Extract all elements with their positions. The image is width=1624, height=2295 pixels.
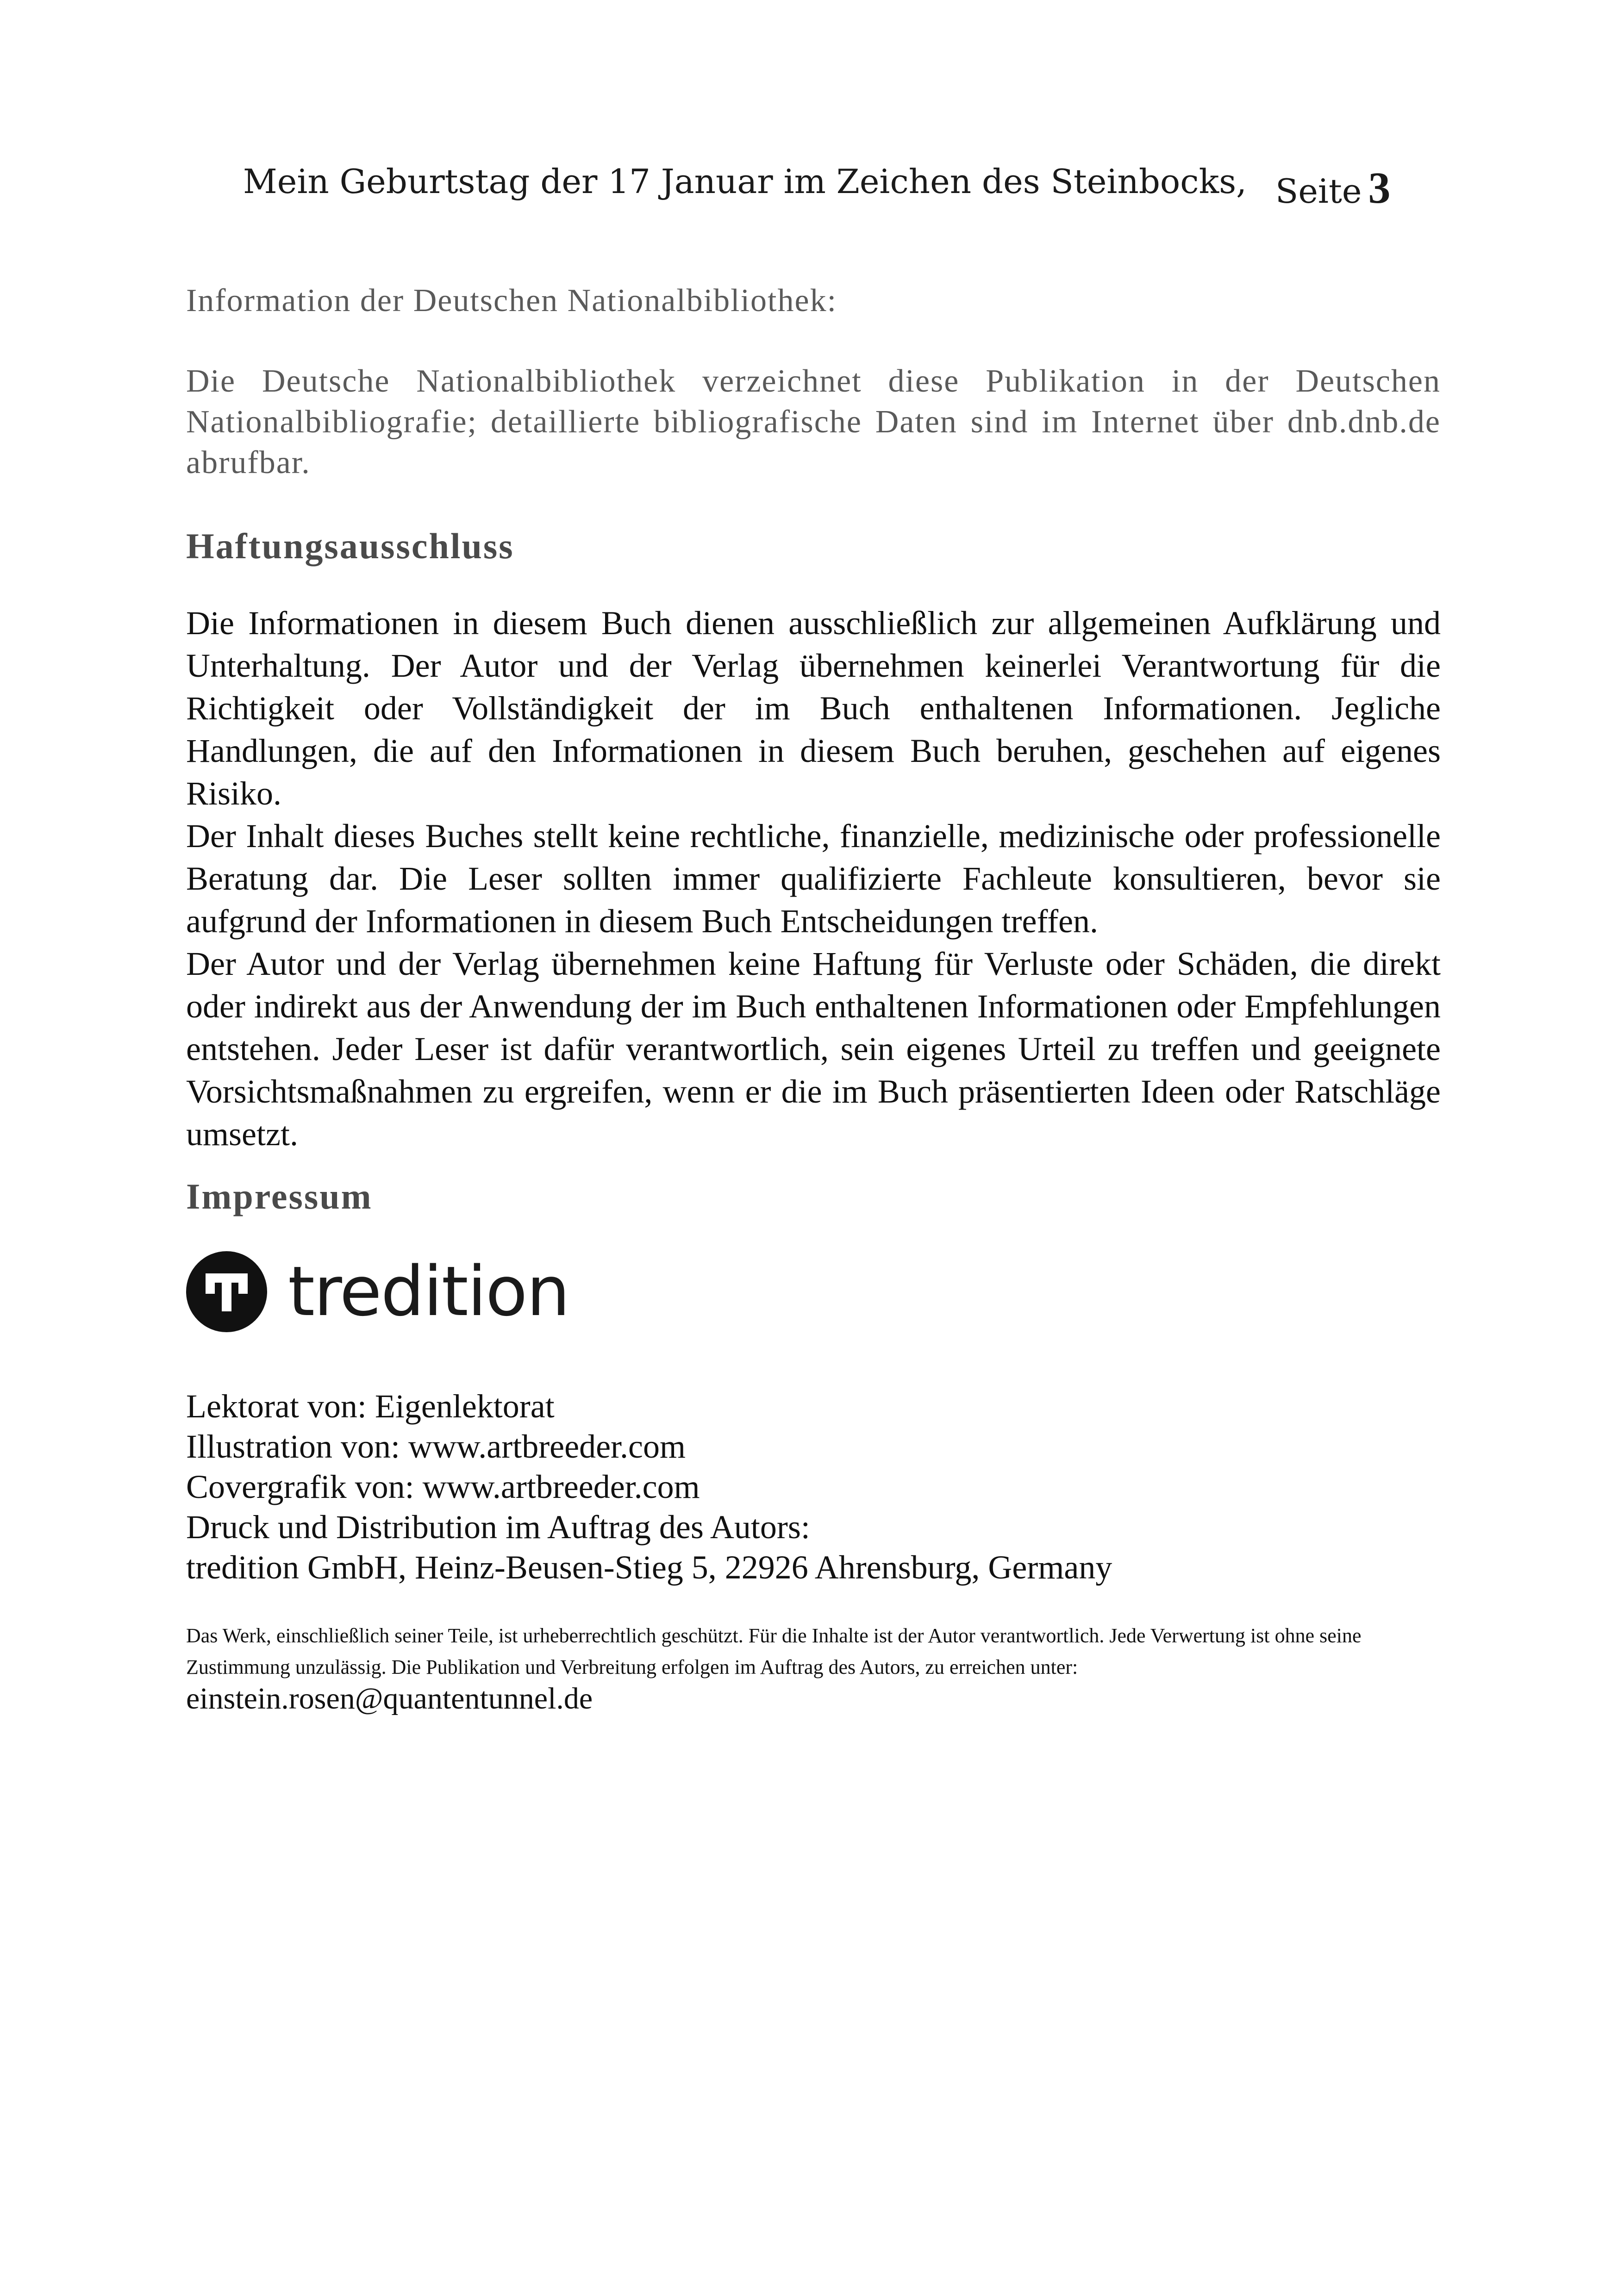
disclaimer-body xyxy=(186,602,1441,1155)
running-header-title: Mein Geburtstag der 17 Januar im Zeichen des Steinbocks, xyxy=(243,162,1247,201)
page-number: 3 xyxy=(1368,163,1391,212)
disclaimer-paragraph: Der Inhalt dieses Buches stellt keine rechtliche, finanzielle, medizinische oder professionelle Beratung dar. Die Leser sollten immer qualifizierte Fachleute konsultieren, bevor sie aufgrund der Informationen in diesem Buch Entscheidungen treffen. xyxy=(186,817,1441,940)
page-label: Seite xyxy=(1275,172,1362,211)
publisher-logo xyxy=(186,1250,569,1333)
disclaimer-paragraph: Die Informationen in diesem Buch dienen ausschließlich zur allgemeinen Aufklärung und Unterhaltung. Der Autor und der Verlag übernehmen keinerlei Verantwortung für die Richtigkeit oder Vollständigkeit der im Buch enthaltenen Informationen. Jegliche Handlungen, die auf den Informationen in diesem Buch beruhen, geschehen auf eigenes Risiko. xyxy=(186,605,1441,812)
dnb-heading: Information der Deutschen Nationalbibliothek: xyxy=(186,283,837,318)
impressum-heading: Impressum xyxy=(186,1176,373,1216)
page-indicator xyxy=(1275,162,1391,213)
credit-line: Druck und Distribution im Auftrag des Autors: xyxy=(186,1509,810,1546)
contact-email: einstein.rosen@quantentunnel.de xyxy=(186,1682,593,1715)
tredition-logo-icon xyxy=(186,1251,267,1332)
copyright-text: Das Werk, einschließlich seiner Teile, ist urheberrechtlich geschützt. Für die Inhalte ist der Autor verantwortlich. Jede Verwertung ist ohne seine Zustimmung unzulässig. Die Publikation und Verbreitung erfolgen im Auftrag des Autors, zu erreichen unter: xyxy=(186,1624,1362,1678)
copyright-notice xyxy=(186,1620,1441,1718)
disclaimer-heading: Haftungsausschluss xyxy=(186,526,514,566)
dnb-notice: Die Deutsche Nationalbibliothek verzeichnet diese Publikation in der Deutschen Nationalbibliografie; detaillierte bibliografische Daten sind im Internet über dnb.dnb.de abrufbar. xyxy=(186,363,1441,480)
logo-wordmark: tredition xyxy=(288,1252,569,1331)
credit-line: Lektorat von: Eigenlektorat xyxy=(186,1388,555,1425)
credit-line: Illustration von: www.artbreeder.com xyxy=(186,1428,686,1465)
credits-list xyxy=(186,1386,1441,1588)
credit-line: tredition GmbH, Heinz-Beusen-Stieg 5, 22926 Ahrensburg, Germany xyxy=(186,1549,1112,1586)
credit-line: Covergrafik von: www.artbreeder.com xyxy=(186,1468,700,1505)
disclaimer-paragraph: Der Autor und der Verlag übernehmen keine Haftung für Verluste oder Schäden, die direkt oder indirekt aus der Anwendung der im Buch enthaltenen Informationen oder Empfehlungen entstehen. Jeder Leser ist dafür verantwortlich, sein eigenes Urteil zu treffen und geeignete Vorsichtsmaßnahmen zu ergreifen, wenn er die im Buch präsentierten Ideen oder Ratschläge umsetzt. xyxy=(186,945,1441,1153)
